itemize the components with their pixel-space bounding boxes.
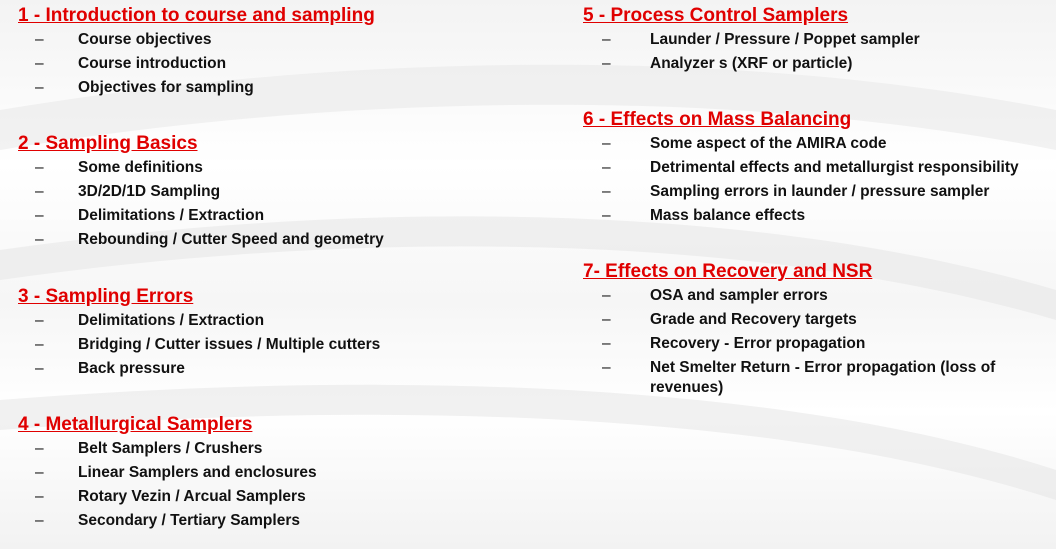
list-item-text: Rotary Vezin / Arcual Samplers xyxy=(78,488,306,505)
list-item xyxy=(18,30,558,50)
bullet-dash: – xyxy=(35,31,44,48)
list-item xyxy=(583,310,1053,330)
list-item xyxy=(18,54,558,74)
bullet-dash: – xyxy=(602,287,611,304)
bullet-dash: – xyxy=(602,207,611,224)
list-item xyxy=(18,158,558,178)
bullet-dash: – xyxy=(35,488,44,505)
section-6 xyxy=(583,108,1053,230)
list-item xyxy=(583,158,1053,178)
bullet-dash: – xyxy=(35,464,44,481)
bullet-dash: – xyxy=(602,183,611,200)
list-item xyxy=(18,206,558,226)
bullet-dash: – xyxy=(35,360,44,377)
list-item xyxy=(18,463,558,483)
section-heading: 4 - Metallurgical Samplers xyxy=(18,414,253,435)
list-item-text: Recovery - Error propagation xyxy=(650,335,866,352)
list-item-text: Mass balance effects xyxy=(650,207,806,224)
section-heading: 6 - Effects on Mass Balancing xyxy=(583,109,852,130)
list-item-text: Some definitions xyxy=(78,159,203,176)
bullet-dash: – xyxy=(602,55,611,72)
list-item-text: Secondary / Tertiary Samplers xyxy=(78,512,300,529)
list-item-text: Launder / Pressure / Poppet sampler xyxy=(650,31,920,48)
bullet-dash: – xyxy=(35,159,44,176)
list-item xyxy=(18,78,558,98)
bullet-dash: – xyxy=(35,336,44,353)
list-item xyxy=(583,182,1053,202)
bullet-dash: – xyxy=(35,231,44,248)
bullet-dash: – xyxy=(35,207,44,224)
list-item-text: Rebounding / Cutter Speed and geometry xyxy=(78,231,384,248)
list-item xyxy=(583,206,1053,226)
list-item-text: Analyzer s (XRF or particle) xyxy=(650,55,853,72)
list-item-text: 3D/2D/1D Sampling xyxy=(78,183,221,200)
list-item-text: Belt Samplers / Crushers xyxy=(78,440,263,457)
section-heading: 1 - Introduction to course and sampling xyxy=(18,5,375,26)
bullet-dash: – xyxy=(35,55,44,72)
list-item-text: Grade and Recovery targets xyxy=(650,311,857,328)
list-item-text: Delimitations / Extraction xyxy=(78,207,265,224)
bullet-dash: – xyxy=(602,135,611,152)
section-heading: 3 - Sampling Errors xyxy=(18,286,194,307)
section-2 xyxy=(18,132,558,254)
list-item xyxy=(583,358,1053,398)
bullet-dash: – xyxy=(35,512,44,529)
list-item xyxy=(583,30,1053,50)
list-item xyxy=(18,359,558,379)
bullet-dash: – xyxy=(602,359,611,376)
list-item-text: Bridging / Cutter issues / Multiple cutters xyxy=(78,336,381,353)
section-7 xyxy=(583,260,1053,402)
list-item xyxy=(18,182,558,202)
bullet-dash: – xyxy=(35,312,44,329)
section-items xyxy=(583,286,1053,398)
list-item xyxy=(583,134,1053,154)
section-items xyxy=(18,439,558,531)
section-5 xyxy=(583,4,1053,78)
list-item xyxy=(583,286,1053,306)
list-item xyxy=(18,439,558,459)
list-item xyxy=(18,230,558,250)
list-item-text: Course objectives xyxy=(78,31,212,48)
section-4 xyxy=(18,413,558,535)
section-items xyxy=(583,134,1053,226)
section-3 xyxy=(18,285,558,383)
bullet-dash: – xyxy=(602,335,611,352)
bullet-dash: – xyxy=(35,440,44,457)
list-item xyxy=(583,54,1053,74)
section-items xyxy=(18,158,558,250)
section-heading: 5 - Process Control Samplers xyxy=(583,5,849,26)
section-items xyxy=(18,311,558,379)
section-heading: 2 - Sampling Basics xyxy=(18,133,198,154)
list-item xyxy=(18,335,558,355)
list-item xyxy=(583,334,1053,354)
list-item xyxy=(18,487,558,507)
list-item-text: Linear Samplers and enclosures xyxy=(78,464,317,481)
section-items xyxy=(18,30,558,98)
list-item-text: Detrimental effects and metallurgist responsibility xyxy=(650,159,1019,176)
bullet-dash: – xyxy=(35,183,44,200)
bullet-dash: – xyxy=(602,311,611,328)
list-item xyxy=(18,311,558,331)
list-item-text: Sampling errors in launder / pressure sampler xyxy=(650,183,990,200)
list-item-text: Objectives for sampling xyxy=(78,79,254,96)
bullet-dash: – xyxy=(602,31,611,48)
bullet-dash: – xyxy=(602,159,611,176)
list-item-text: Back pressure xyxy=(78,360,185,377)
list-item-text: Net Smelter Return - Error propagation (loss of revenues) xyxy=(650,359,996,396)
section-1 xyxy=(18,4,558,102)
list-item xyxy=(18,511,558,531)
section-heading: 7- Effects on Recovery and NSR xyxy=(583,261,873,282)
list-item-text: Some aspect of the AMIRA code xyxy=(650,135,887,152)
list-item-text: OSA and sampler errors xyxy=(650,287,828,304)
section-items xyxy=(583,30,1053,74)
list-item-text: Delimitations / Extraction xyxy=(78,312,265,329)
list-item-text: Course introduction xyxy=(78,55,227,72)
bullet-dash: – xyxy=(35,79,44,96)
